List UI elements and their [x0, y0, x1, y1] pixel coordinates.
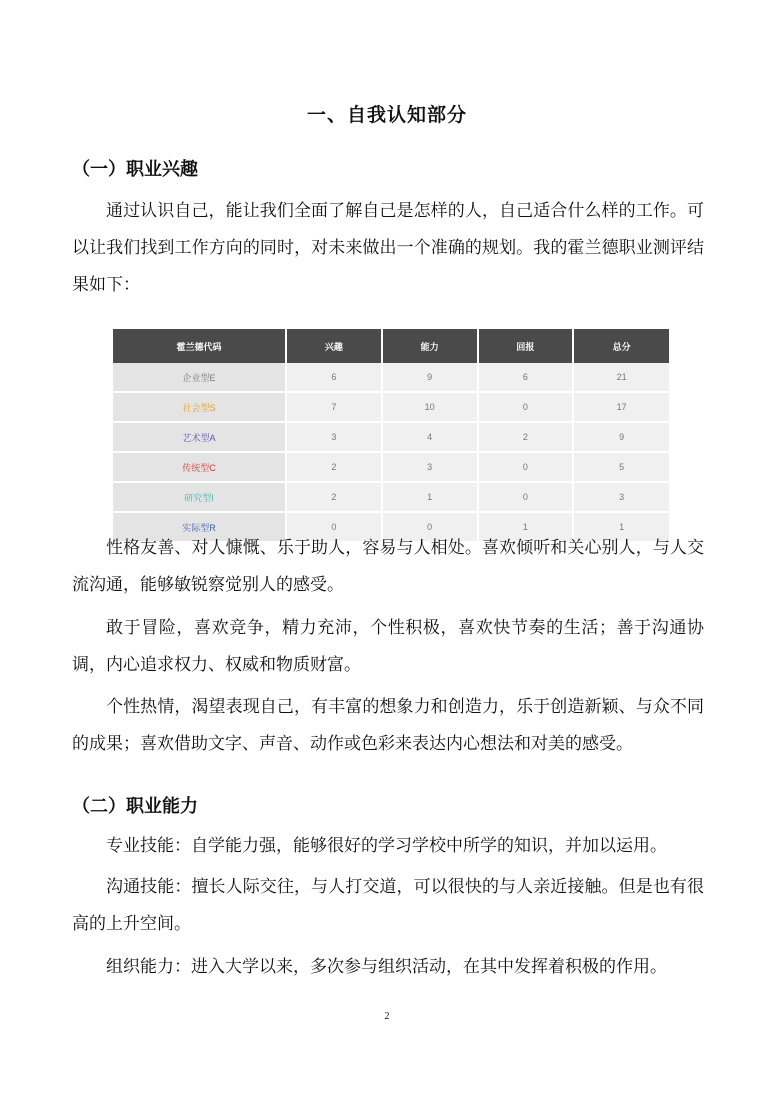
table-cell: 17 — [573, 392, 669, 422]
body-paragraph: 专业技能：自学能力强，能够很好的学习学校中所学的知识，并加以运用。 — [106, 836, 667, 856]
holland-code-cell: 传统型C — [113, 452, 286, 482]
table-cell: 0 — [382, 512, 478, 542]
table-cell: 7 — [286, 392, 382, 422]
table-cell: 6 — [478, 363, 574, 392]
column-header: 总分 — [573, 329, 669, 363]
table-cell: 1 — [478, 512, 574, 542]
page-number: 2 — [384, 1011, 390, 1022]
table-cell: 2 — [286, 452, 382, 482]
holland-code-cell: 研究型I — [113, 482, 286, 512]
body-paragraph: 性格友善、对人慷慨、乐于助人，容易与人相处。喜欢倾听和关心别人，与人交流沟通，能够敏锐察觉别人的感受。 — [72, 538, 704, 595]
body-paragraph: 组织能力：进入大学以来，多次参与组织活动，在其中发挥着积极的作用。 — [106, 957, 667, 977]
body-paragraph: 沟通技能：擅长人际交往，与人打交道，可以很快的与人亲近接触。但是也有很高的上升空间。 — [72, 877, 704, 934]
holland-code-cell: 艺术型A — [113, 422, 286, 452]
table-cell: 0 — [478, 392, 574, 422]
table-row — [113, 452, 669, 482]
table-row — [113, 392, 669, 422]
body-paragraph: 个性热情，渴望表现自己，有丰富的想象力和创造力，乐于创造新颖、与众不同的成果；喜欢借助文字、声音、动作或色彩来表达内心想法和对美的感受。 — [72, 697, 704, 754]
table-cell: 2 — [286, 482, 382, 512]
table-cell: 3 — [286, 422, 382, 452]
table-header-row — [113, 329, 669, 363]
table-cell: 1 — [382, 482, 478, 512]
holland-code-cell: 社会型S — [113, 392, 286, 422]
holland-table — [113, 329, 669, 543]
section-heading-interest: （一）职业兴趣 — [72, 159, 198, 180]
table-cell: 9 — [573, 422, 669, 452]
table-cell: 0 — [478, 452, 574, 482]
table-cell: 0 — [478, 482, 574, 512]
table-cell: 5 — [573, 452, 669, 482]
table-cell: 9 — [382, 363, 478, 392]
page-title: 一、自我认知部分 — [306, 104, 467, 126]
column-header: 霍兰德代码 — [113, 329, 286, 363]
table-cell: 6 — [286, 363, 382, 392]
column-header: 兴趣 — [286, 329, 382, 363]
table-cell: 1 — [573, 512, 669, 542]
table-row — [113, 482, 669, 512]
table-cell: 21 — [573, 363, 669, 392]
table-cell: 3 — [382, 452, 478, 482]
table-row — [113, 422, 669, 452]
holland-code-cell: 企业型E — [113, 363, 286, 392]
column-header: 回报 — [478, 329, 574, 363]
table-cell: 10 — [382, 392, 478, 422]
column-header: 能力 — [382, 329, 478, 363]
intro-paragraph: 通过认识自己，能让我们全面了解自己是怎样的人，自己适合什么样的工作。可以让我们找到工作方向的同时，对未来做出一个准确的规划。我的霍兰德职业测评结果如下： — [72, 201, 704, 295]
table-cell: 2 — [478, 422, 574, 452]
table-cell: 0 — [286, 512, 382, 542]
holland-code-cell: 实际型R — [113, 512, 286, 542]
body-paragraph: 敢于冒险，喜欢竞争，精力充沛，个性积极，喜欢快节奏的生活；善于沟通协调，内心追求权力、权威和物质财富。 — [72, 618, 704, 675]
table-cell: 4 — [382, 422, 478, 452]
table-row — [113, 363, 669, 392]
table-cell: 3 — [573, 482, 669, 512]
section-heading-ability: （二）职业能力 — [72, 796, 198, 817]
